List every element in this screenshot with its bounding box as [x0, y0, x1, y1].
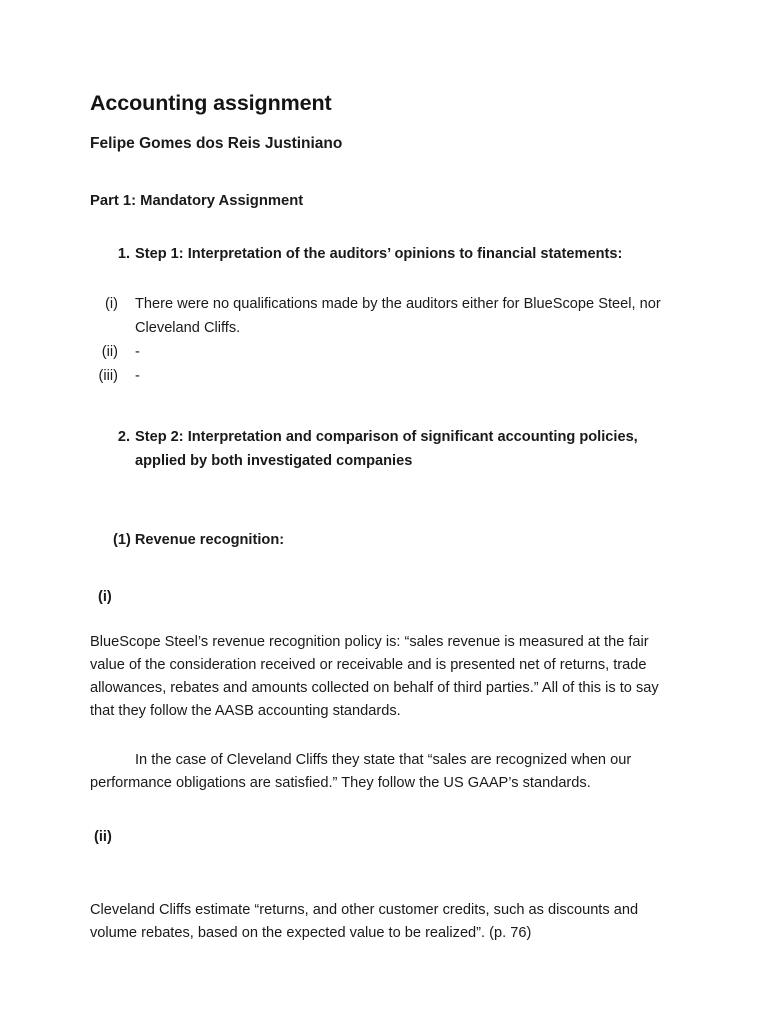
subsection-label-ii: (ii)	[94, 829, 112, 846]
list-item-label: Step 1: Interpretation of the auditors’ opinions to financial statements:	[135, 246, 623, 263]
revenue-recognition-heading: (1) Revenue recognition:	[113, 532, 285, 549]
subsection-label-i: (i)	[98, 589, 112, 606]
list-item-label: Step 2: Interpretation and comparison of significant accounting policies, applied by both investigated companies	[135, 429, 638, 470]
list-item	[90, 364, 680, 388]
numbered-list	[90, 242, 680, 266]
list-item-marker: 2.	[117, 429, 130, 446]
list-item-marker: (ii)	[101, 344, 118, 361]
page-title: Accounting assignment	[90, 91, 332, 115]
paragraph-bluescope-policy: BlueScope Steel’s revenue recognition policy is: “sales revenue is measured at the fair value of the consideration received or receivable and is presented net of returns, trade allowances, rebates and amounts collected on behalf of third parties.” All of this is to say that they follow the AASB accounting standards.	[90, 634, 659, 720]
paragraph-cleveland-cliffs-estimate: Cleveland Cliffs estimate “returns, and other customer credits, such as discounts and volume rebates, based on the expected value to be realized”. (p. 76)	[90, 902, 639, 942]
list-item	[90, 425, 680, 473]
roman-numeral-list	[90, 292, 680, 388]
list-item	[90, 340, 680, 364]
list-item-label: There were no qualifications made by the auditors either for BlueScope Steel, nor Cleveland Cliffs.	[135, 296, 661, 337]
author-name: Felipe Gomes dos Reis Justiniano	[90, 134, 343, 152]
list-item-label: -	[135, 344, 140, 361]
numbered-list-continued	[90, 425, 680, 473]
part-heading: Part 1: Mandatory Assignment	[90, 193, 304, 210]
list-item-label: -	[135, 368, 140, 385]
document-body	[90, 90, 680, 945]
paragraph-cleveland-cliffs-policy: In the case of Cleveland Cliffs they state that “sales are recognized when our performance obligations are satisfied.” They follow the US GAAP’s standards.	[90, 752, 632, 792]
list-item	[90, 292, 680, 340]
list-item	[90, 242, 680, 266]
list-item-marker: 1.	[117, 246, 130, 263]
list-item-marker: (iii)	[98, 368, 118, 385]
list-item-marker: (i)	[105, 296, 118, 313]
